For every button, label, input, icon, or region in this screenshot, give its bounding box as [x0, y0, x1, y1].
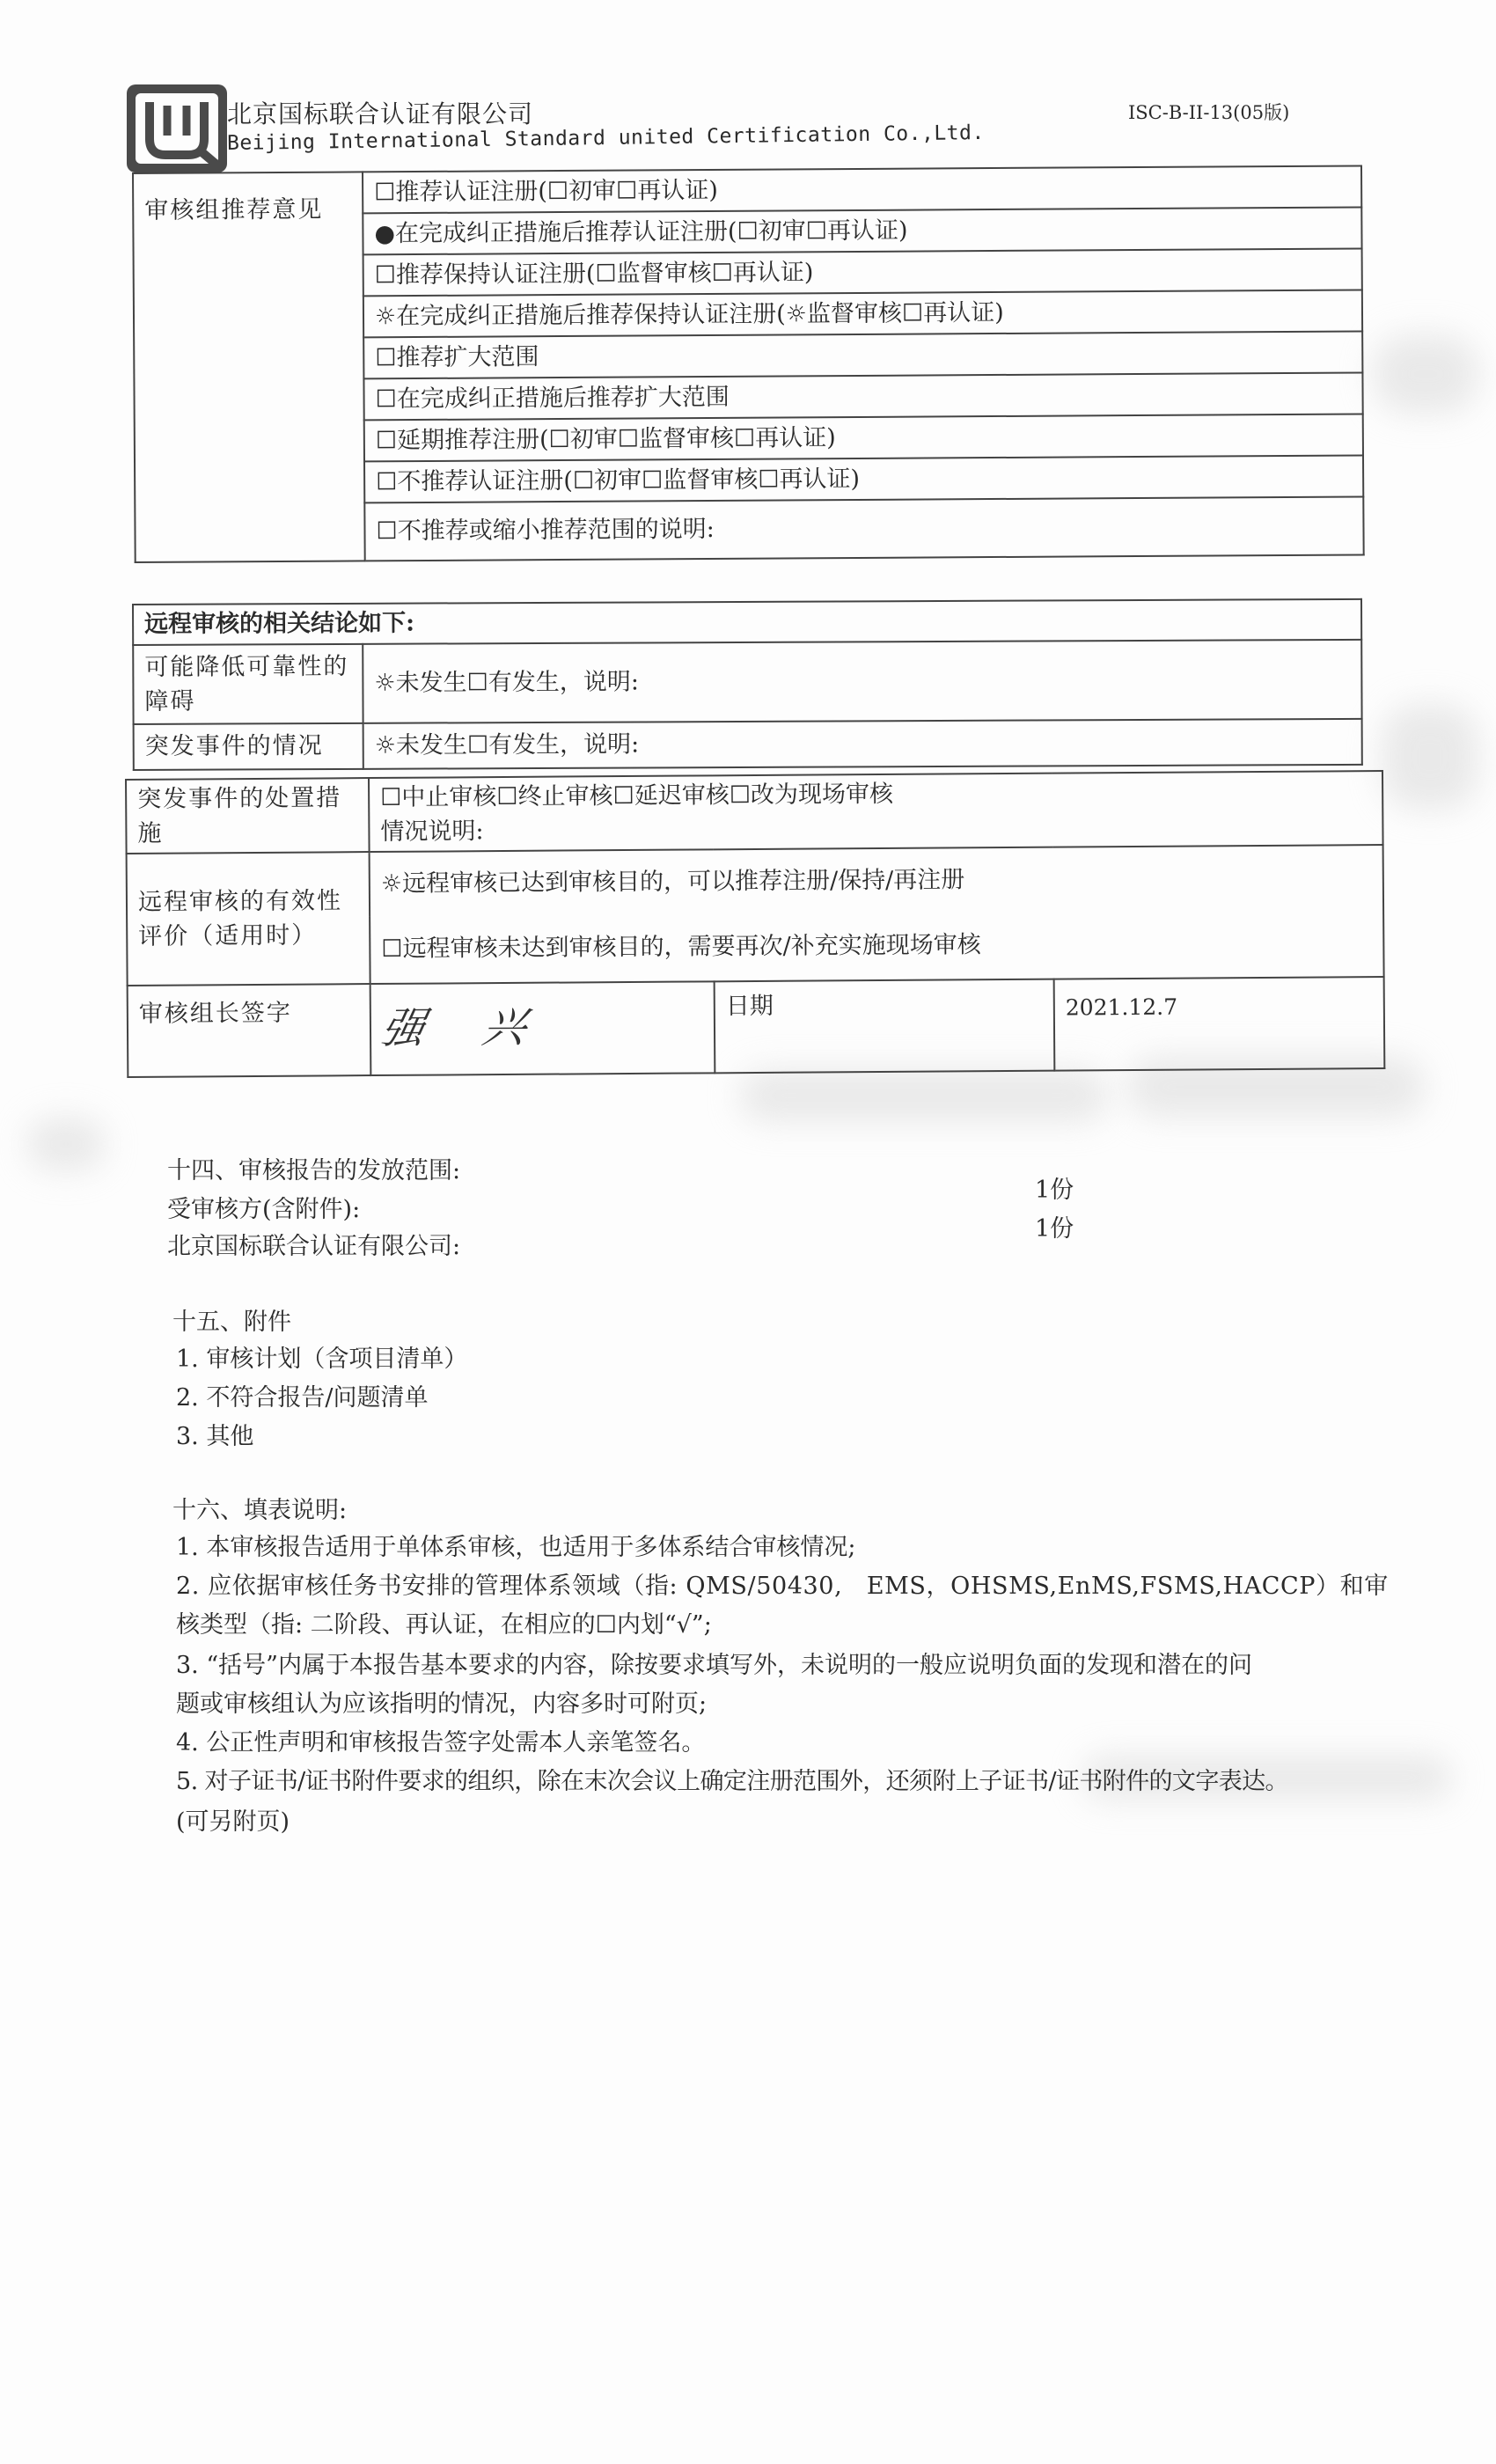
recommendation-label: 审核组推荐意见: [133, 172, 365, 562]
date-value: 2021.12.7: [1054, 977, 1385, 1071]
leader-sign-label: 审核组长签字: [128, 984, 371, 1077]
emergency-label: 突发事件的情况: [134, 723, 363, 770]
recommendation-option: ☐不推荐认证注册(☐初审☐监督审核☐再认证): [364, 455, 1363, 502]
instruction-line: 5. 对子证书/证书附件要求的组织，除在末次会议上确定注册范围外，还须附上子证书/证书附件的文字表达。: [176, 1768, 1288, 1795]
instruction-line: (可另附页): [176, 1808, 290, 1836]
attachment-item: 3. 其他: [176, 1423, 254, 1450]
instruction-line: 核类型（指: 二阶段、再认证，在相应的☐内划“√”;: [176, 1611, 712, 1639]
instruction-line: 2. 应依据审核任务书安排的管理体系领域（指: QMS/50430, EMS，OHSMS,EnMS,FSMS,HACCP）和审: [176, 1573, 1389, 1600]
scan-smudge: [1373, 334, 1478, 414]
company-name-en: Beijing International Standard united Certification Co.,Ltd.: [226, 121, 985, 155]
recommendation-option: ☐推荐保持认证注册(☐监督审核☐再认证): [363, 248, 1362, 296]
recommendation-option: ☼在完成纠正措施后推荐保持认证注册(☼监督审核☐再认证): [363, 290, 1362, 337]
distribution-item-name: 受审核方(含附件):: [167, 1196, 361, 1223]
recommendation-option: ☐不推荐或缩小推荐范围的说明:: [364, 496, 1363, 561]
form-code: ISC-B-II-13(05版): [1128, 102, 1290, 123]
attachment-item: 2. 不符合报告/问题清单: [176, 1384, 429, 1412]
section15-title: 十五、附件: [172, 1309, 291, 1336]
obstacle-label: 可能降低可靠性的障碍: [133, 644, 363, 724]
leader-signature: 强 兴: [377, 1002, 554, 1054]
instruction-line: 3. “括号”内属于本报告基本要求的内容，除按要求填写外，未说明的一般应说明负面的发现和潜在的问: [176, 1652, 1252, 1679]
instruction-line: 题或审核组认为应该指明的情况，内容多时可附页;: [176, 1690, 708, 1718]
section14-title: 十四、审核报告的发放范围:: [167, 1157, 461, 1184]
date-label: 日期: [715, 979, 1055, 1074]
instruction-line: 4. 公正性声明和审核报告签字处需本人亲笔签名。: [176, 1729, 706, 1756]
scan-smudge: [26, 1118, 106, 1170]
disposal-note: 情况说明:: [380, 818, 484, 846]
disposal-options: ☐中止审核☐终止审核☐延迟审核☐改为现场审核: [380, 780, 894, 811]
recommendation-option: ☐延期推荐注册(☐初审☐监督审核☐再认证): [364, 414, 1363, 461]
distribution-item-name: 北京国标联合认证有限公司:: [167, 1233, 461, 1260]
distribution-item-count: 1份: [1035, 1177, 1074, 1204]
attachment-item: 1. 审核计划（含项目清单）: [176, 1346, 468, 1373]
remote-audit-title: 远程审核的相关结论如下:: [133, 599, 1361, 645]
disposal-validity-table: [125, 770, 1385, 1078]
obstacle-value: ☼未发生☐有发生，说明:: [363, 640, 1361, 723]
scan-smudge: [1382, 704, 1478, 810]
section16-title: 十六、填表说明:: [172, 1497, 348, 1524]
recommendation-option: ☐推荐认证注册(☐初审☐再认证): [363, 165, 1361, 213]
disposal-label: 突发事件的处置措施: [126, 778, 370, 854]
remote-audit-table: [132, 598, 1363, 771]
scan-smudge: [739, 1069, 1109, 1122]
validity-option-achieved: ☼远程审核已达到审核目的，可以推荐注册/保持/再注册: [370, 845, 1383, 916]
recommendation-option: ☐在完成纠正措施后推荐扩大范围: [363, 372, 1362, 420]
recommendation-option: ●在完成纠正措施后推荐认证注册(☐初审☐再认证): [363, 207, 1361, 254]
company-logo-icon: [123, 81, 231, 176]
emergency-value: ☼未发生☐有发生，说明:: [363, 719, 1362, 769]
distribution-item-count: 1份: [1035, 1215, 1074, 1243]
recommendation-table: [132, 165, 1365, 563]
company-name-cn: 北京国标联合认证有限公司: [227, 99, 534, 128]
validity-label: 远程审核的有效性评价（适用时）: [127, 852, 370, 986]
recommendation-option: ☐推荐扩大范围: [363, 331, 1362, 378]
validity-option-not-achieved: ☐远程审核未达到审核目的，需要再次/补充实施现场审核: [370, 909, 1384, 984]
instruction-line: 1. 本审核报告适用于单体系审核，也适用于多体系结合审核情况;: [176, 1534, 856, 1561]
